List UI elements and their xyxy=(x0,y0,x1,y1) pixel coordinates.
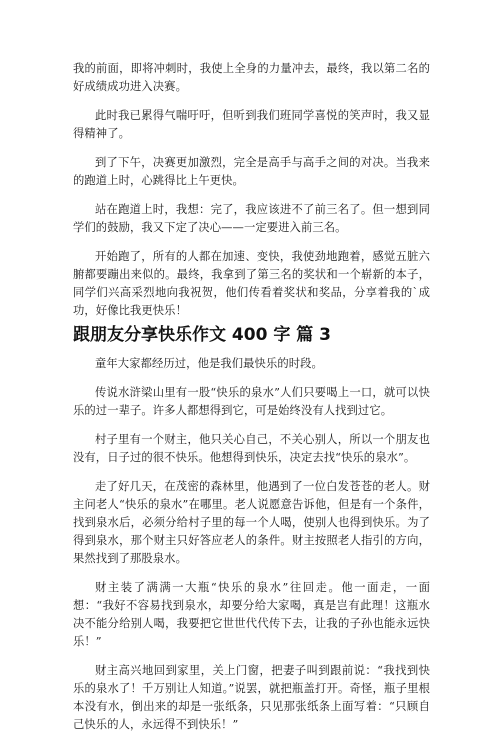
paragraph-4: 站在跑道上时，我想：完了，我应该进不了前三名了。但一想到同学们的鼓励，我又下定了决心——一定要进入前三名。 xyxy=(73,203,430,234)
paragraph-1: 我的前面，即将冲刺时，我使上全身的力量冲去，最终，我以第二名的好成绩成功进入决赛。 xyxy=(73,62,430,93)
paragraph-7: 传说水浒梁山里有一股“快乐的泉水”人们只要喝上一口，就可以快乐的过一辈子。许多人都想得到它，可是始终没有人找到过它。 xyxy=(73,386,430,417)
paragraph-9: 走了好几天，在茂密的森林里，他遇到了一位白发苍苍的老人。财主问老人“快乐的泉水”在哪里。老人说愿意告诉他，但是有一个条件，找到泉水后，必须分给村子里的每一个人喝，使别人也得到快乐。为了得到泉水，那个财主只好答应老人的条件。财主按照老人指引的方向，果然找到了那股泉水。 xyxy=(73,480,430,565)
paragraph-8: 村子里有一个财主，他只关心自己，不关心别人，所以一个朋友也没有，日子过的很不快乐。他想得到快乐，决定去找“快乐的泉水”。 xyxy=(73,433,430,464)
paragraph-3: 到了下午，决赛更加激烈，完全是高手与高手之间的对决。当我来的跑道上时，心跳得比上午更快。 xyxy=(73,156,430,187)
essay-heading: 跟朋友分享快乐作文 400 字 篇 3 xyxy=(73,325,331,345)
paragraph-11: 财主高兴地回到家里，关上门窗，把妻子叫到跟前说：“我找到快乐的泉水了！千万别让人知道。”说罢，就把瓶盖打开。奇怪，瓶子里根本没有水，倒出来的却是一张纸条，只见那张纸条上面写着：“只顾自己快乐的人，永远得不到快乐！” xyxy=(73,664,430,731)
paragraph-10: 财主装了满满一大瓶“快乐的泉水”往回走。他一面走，一面想：“我好不容易找到泉水，却要分给大家喝，真是岂有此理！这瓶水决不能分给别人喝，我要把它世世代代传下去，让我的子孙也能永远快乐！” xyxy=(73,581,430,648)
paragraph-2: 此时我已累得气喘吁吁，但听到我们班同学喜悦的笑声时，我又显得精神了。 xyxy=(73,109,430,140)
paragraph-5: 开始跑了，所有的人都在加速、变快，我使劲地跑着，感觉五脏六腑都要蹦出来似的。最终，我拿到了第三名的奖状和一个崭新的本子，同学们兴高采烈地向我祝贺，他们传看着奖状和奖品，分享着我的`成功，好像比我更快乐！ xyxy=(73,250,430,317)
paragraph-6: 童年大家都经历过，他是我们最快乐的时段。 xyxy=(95,357,323,370)
